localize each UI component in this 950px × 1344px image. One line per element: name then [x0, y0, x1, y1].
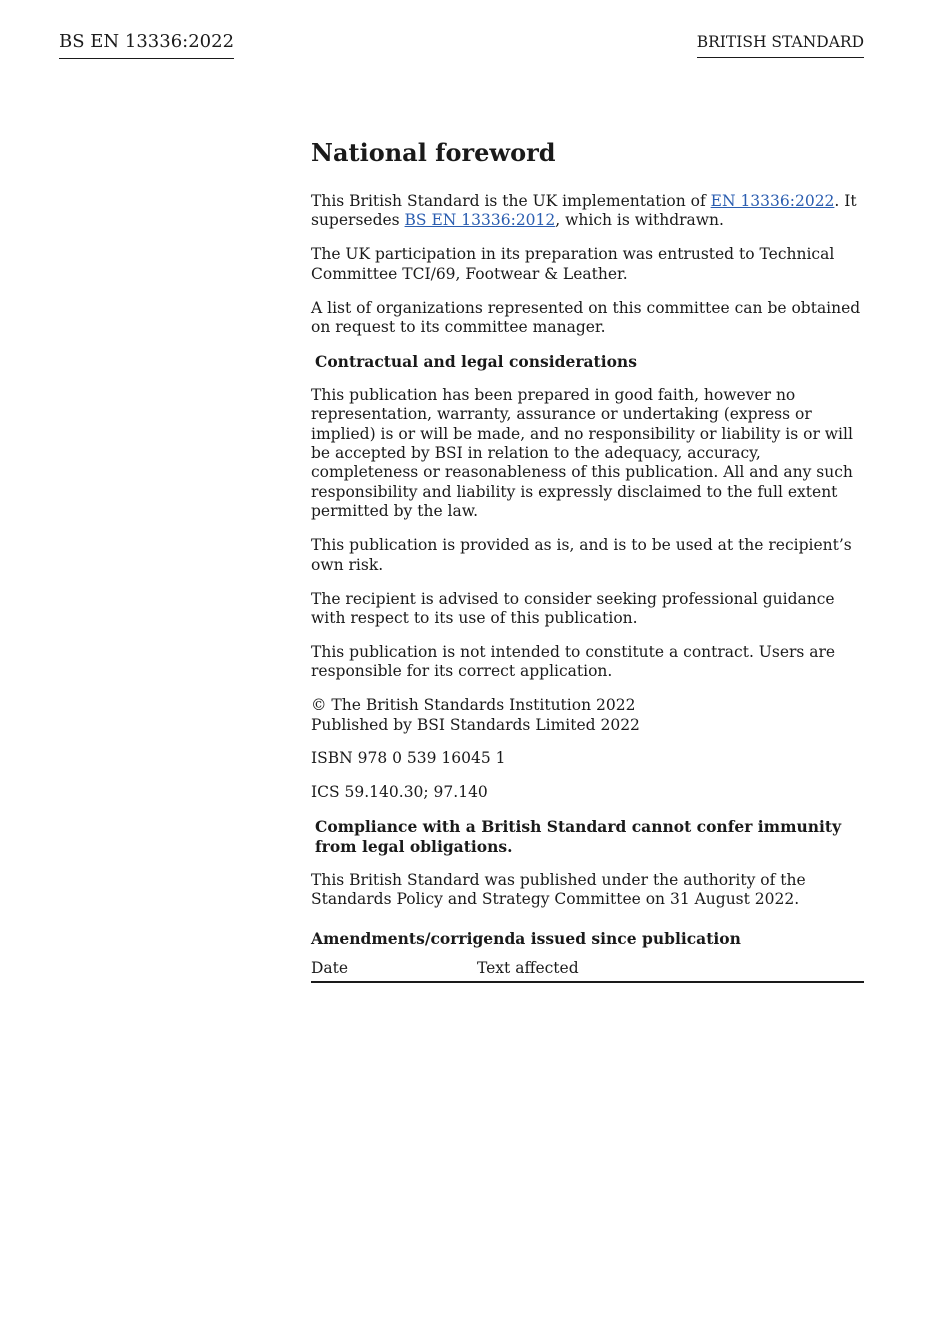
intro-paragraph-organizations: A list of organizations represented on this committee can be obtained on request to its committee manager. [311, 298, 861, 337]
amendments-table-header [311, 959, 864, 983]
isbn-line: ISBN 978 0 539 16045 1 [311, 749, 506, 768]
contractual-paragraph-contract: This publication is not intended to constitute a contract. Users are responsible for its correct application. [311, 642, 836, 681]
link-bs-en-13336-2012[interactable]: BS EN 13336:2012 [404, 211, 556, 230]
intro-text-1: This British Standard is the UK implementation of [311, 192, 711, 210]
amendments-column-date: Date [311, 958, 349, 977]
publication-info [311, 696, 864, 735]
contractual-paragraph-risk: This publication is provided as is, and is to be used at the recipient’s own risk. [311, 536, 852, 574]
amendments-heading: Amendments/corrigenda issued since publication [311, 929, 741, 949]
header-document-id: BS EN 13336:2022 [59, 31, 234, 59]
intro-text-2: . It supersedes [311, 192, 857, 230]
intro-paragraph-implementation [311, 192, 864, 231]
copyright-line: © The British Standards Institution 2022 [311, 696, 636, 715]
contractual-paragraph-good-faith: This publication has been prepared in good faith, however no representation, warranty, assurance or undertaking (express or implied) is or will be made, and no responsibility or liability is or will be accepted by BSI in relation to the adequacy, accuracy, completeness or reasonableness of this publication. All and any such responsibility and liability is expressly disclaimed to the full extent permitted by the law. [311, 385, 853, 521]
link-en-13336-2022[interactable]: EN 13336:2022 [710, 192, 835, 210]
contractual-paragraph-guidance: The recipient is advised to consider seeking professional guidance with respect to its use of this publication. [311, 589, 835, 627]
intro-paragraph-committee: The UK participation in its preparation was entrusted to Technical Committee TCI/69, Footwear & Leather. [311, 245, 835, 283]
intro-text-3: , which is withdrawn. [555, 211, 724, 230]
header-series-label: BRITISH STANDARD [697, 32, 864, 58]
contractual-heading: Contractual and legal considerations [315, 351, 637, 371]
amendments-column-text-affected: Text affected [477, 958, 579, 977]
compliance-paragraph: This British Standard was published under the authority of the Standards Policy and Strategy Committee on 31 August 2022. [311, 870, 806, 908]
publisher-line: Published by BSI Standards Limited 2022 [311, 715, 640, 734]
national-foreword-section [311, 138, 864, 983]
compliance-heading: Compliance with a British Standard cannot confer immunity from legal obligations. [315, 817, 842, 856]
page-title: National foreword [311, 138, 556, 167]
ics-line: ICS 59.140.30; 97.140 [311, 783, 488, 802]
